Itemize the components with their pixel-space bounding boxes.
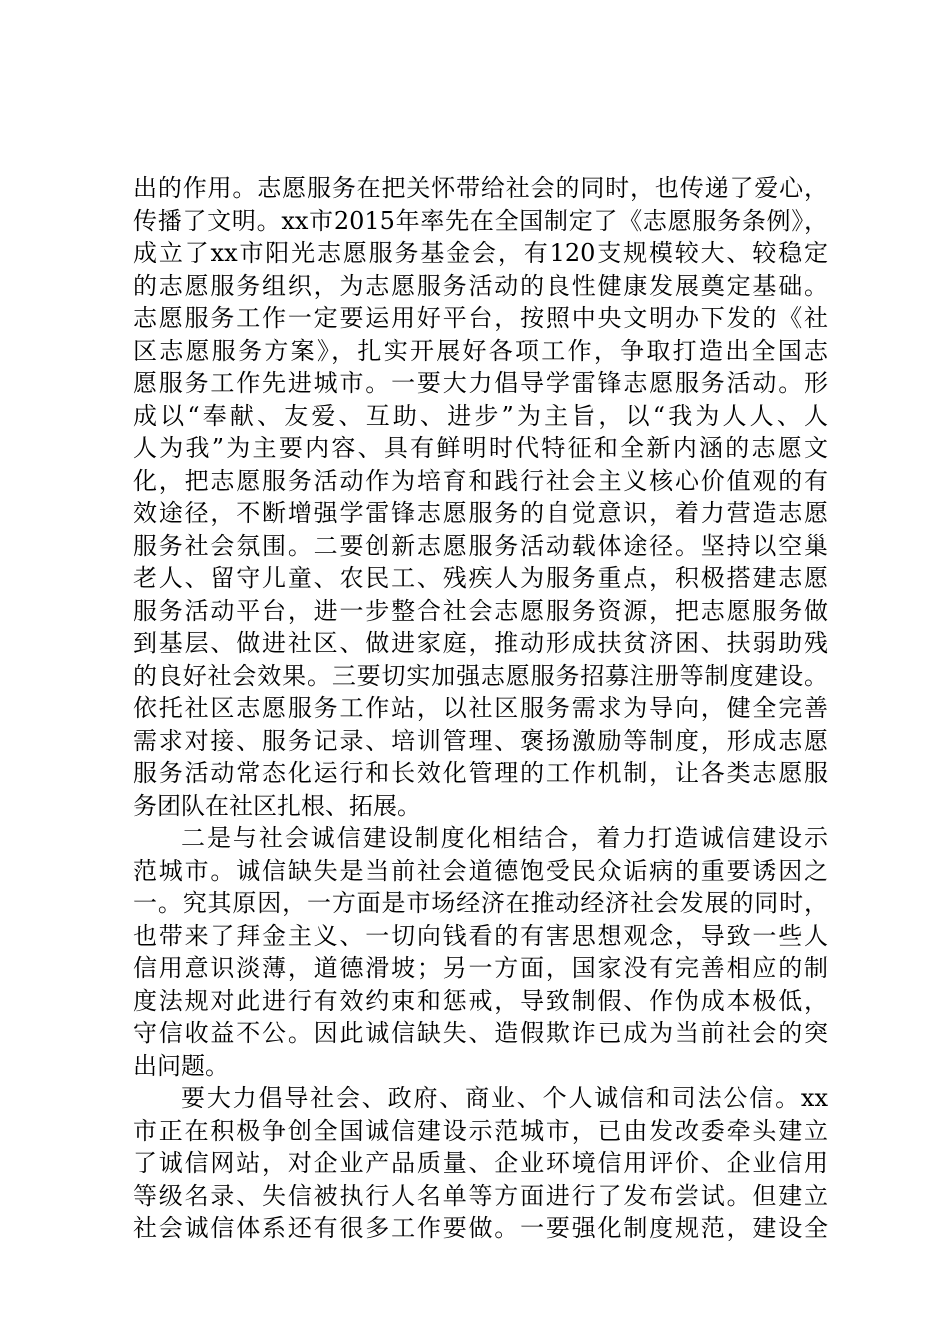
paragraph-first-line: 要大力倡导社会、政府、商业、个人诚信和司法公信。xx <box>181 1084 828 1112</box>
text-line: 传播了文明。xx市2015年率先在全国制定了《志愿服务条例》， <box>133 206 828 235</box>
text-line: 范城市。诚信缺失是当前社会道德饱受民众诟病的重要诱因之 <box>133 856 828 885</box>
text-line: 需求对接、服务记录、培训管理、褒扬激励等制度，形成志愿 <box>133 726 828 755</box>
text-line: 化，把志愿服务活动作为培育和践行社会主义核心价值观的有 <box>133 466 828 495</box>
text-line: 也带来了拜金主义、一切向钱看的有害思想观念，导致一些人 <box>133 921 828 950</box>
text-line: 成以“奉献、友爱、互助、进步”为主旨，以“我为人人、人 <box>133 401 828 430</box>
text-line: 区志愿服务方案》，扎实开展好各项工作，争取打造出全国志 <box>133 336 828 365</box>
text-line: 老人、留守儿童、农民工、残疾人为服务重点，积极搭建志愿 <box>133 564 828 592</box>
paragraph-first-line: 二是与社会诚信建设制度化相结合，着力打造诚信建设示 <box>181 824 828 852</box>
text-line: 服务社会氛围。二要创新志愿服务活动载体途径。坚持以空巢 <box>133 531 828 560</box>
text-line: 的良好社会效果。三要切实加强志愿服务招募注册等制度建设。 <box>133 661 828 690</box>
text-line: 市正在积极争创全国诚信建设示范城市，已由发改委牵头建立 <box>133 1116 828 1145</box>
body-text <box>133 172 828 1245</box>
text-line: 务团队在社区扎根、拓展。 <box>133 791 421 820</box>
text-line: 到基层、做进社区、做进家庭，推动形成扶贫济困、扶弱助残 <box>133 629 828 657</box>
text-line: 度法规对此进行有效约束和惩戒，导致制假、作伪成本极低， <box>133 986 828 1015</box>
text-line: 一。究其原因，一方面是市场经济在推动经济社会发展的同时， <box>133 889 828 917</box>
text-line: 依托社区志愿服务工作站，以社区服务需求为导向，健全完善 <box>133 694 828 722</box>
text-line: 的志愿服务组织，为志愿服务活动的良性健康发展奠定基础。 <box>133 271 828 300</box>
text-line: 成立了xx市阳光志愿服务基金会，有120支规模较大、较稳定 <box>133 239 828 267</box>
text-line: 愿服务工作先进城市。一要大力倡导学雷锋志愿服务活动。形 <box>133 369 828 397</box>
text-line: 了诚信网站，对企业产品质量、企业环境信用评价、企业信用 <box>133 1149 828 1177</box>
text-line: 志愿服务工作一定要运用好平台，按照中央文明办下发的《社 <box>133 304 828 332</box>
text-line: 守信收益不公。因此诚信缺失、造假欺诈已成为当前社会的突 <box>133 1019 828 1047</box>
text-line: 社会诚信体系还有很多工作要做。一要强化制度规范，建设全 <box>133 1214 828 1242</box>
text-line: 服务活动平台，进一步整合社会志愿服务资源，把志愿服务做 <box>133 596 828 625</box>
text-line: 等级名录、失信被执行人名单等方面进行了发布尝试。但建立 <box>133 1181 828 1210</box>
text-line: 出的作用。志愿服务在把关怀带给社会的同时，也传递了爱心， <box>133 174 828 202</box>
text-line: 出问题。 <box>133 1051 229 1080</box>
text-line: 服务活动常态化运行和长效化管理的工作机制，让各类志愿服 <box>133 759 828 787</box>
text-line: 效途径，不断增强学雷锋志愿服务的自觉意识，着力营造志愿 <box>133 499 828 527</box>
text-line: 人为我”为主要内容、具有鲜明时代特征和全新内涵的志愿文 <box>133 434 828 462</box>
text-line: 信用意识淡薄，道德滑坡；另一方面，国家没有完善相应的制 <box>133 954 828 982</box>
